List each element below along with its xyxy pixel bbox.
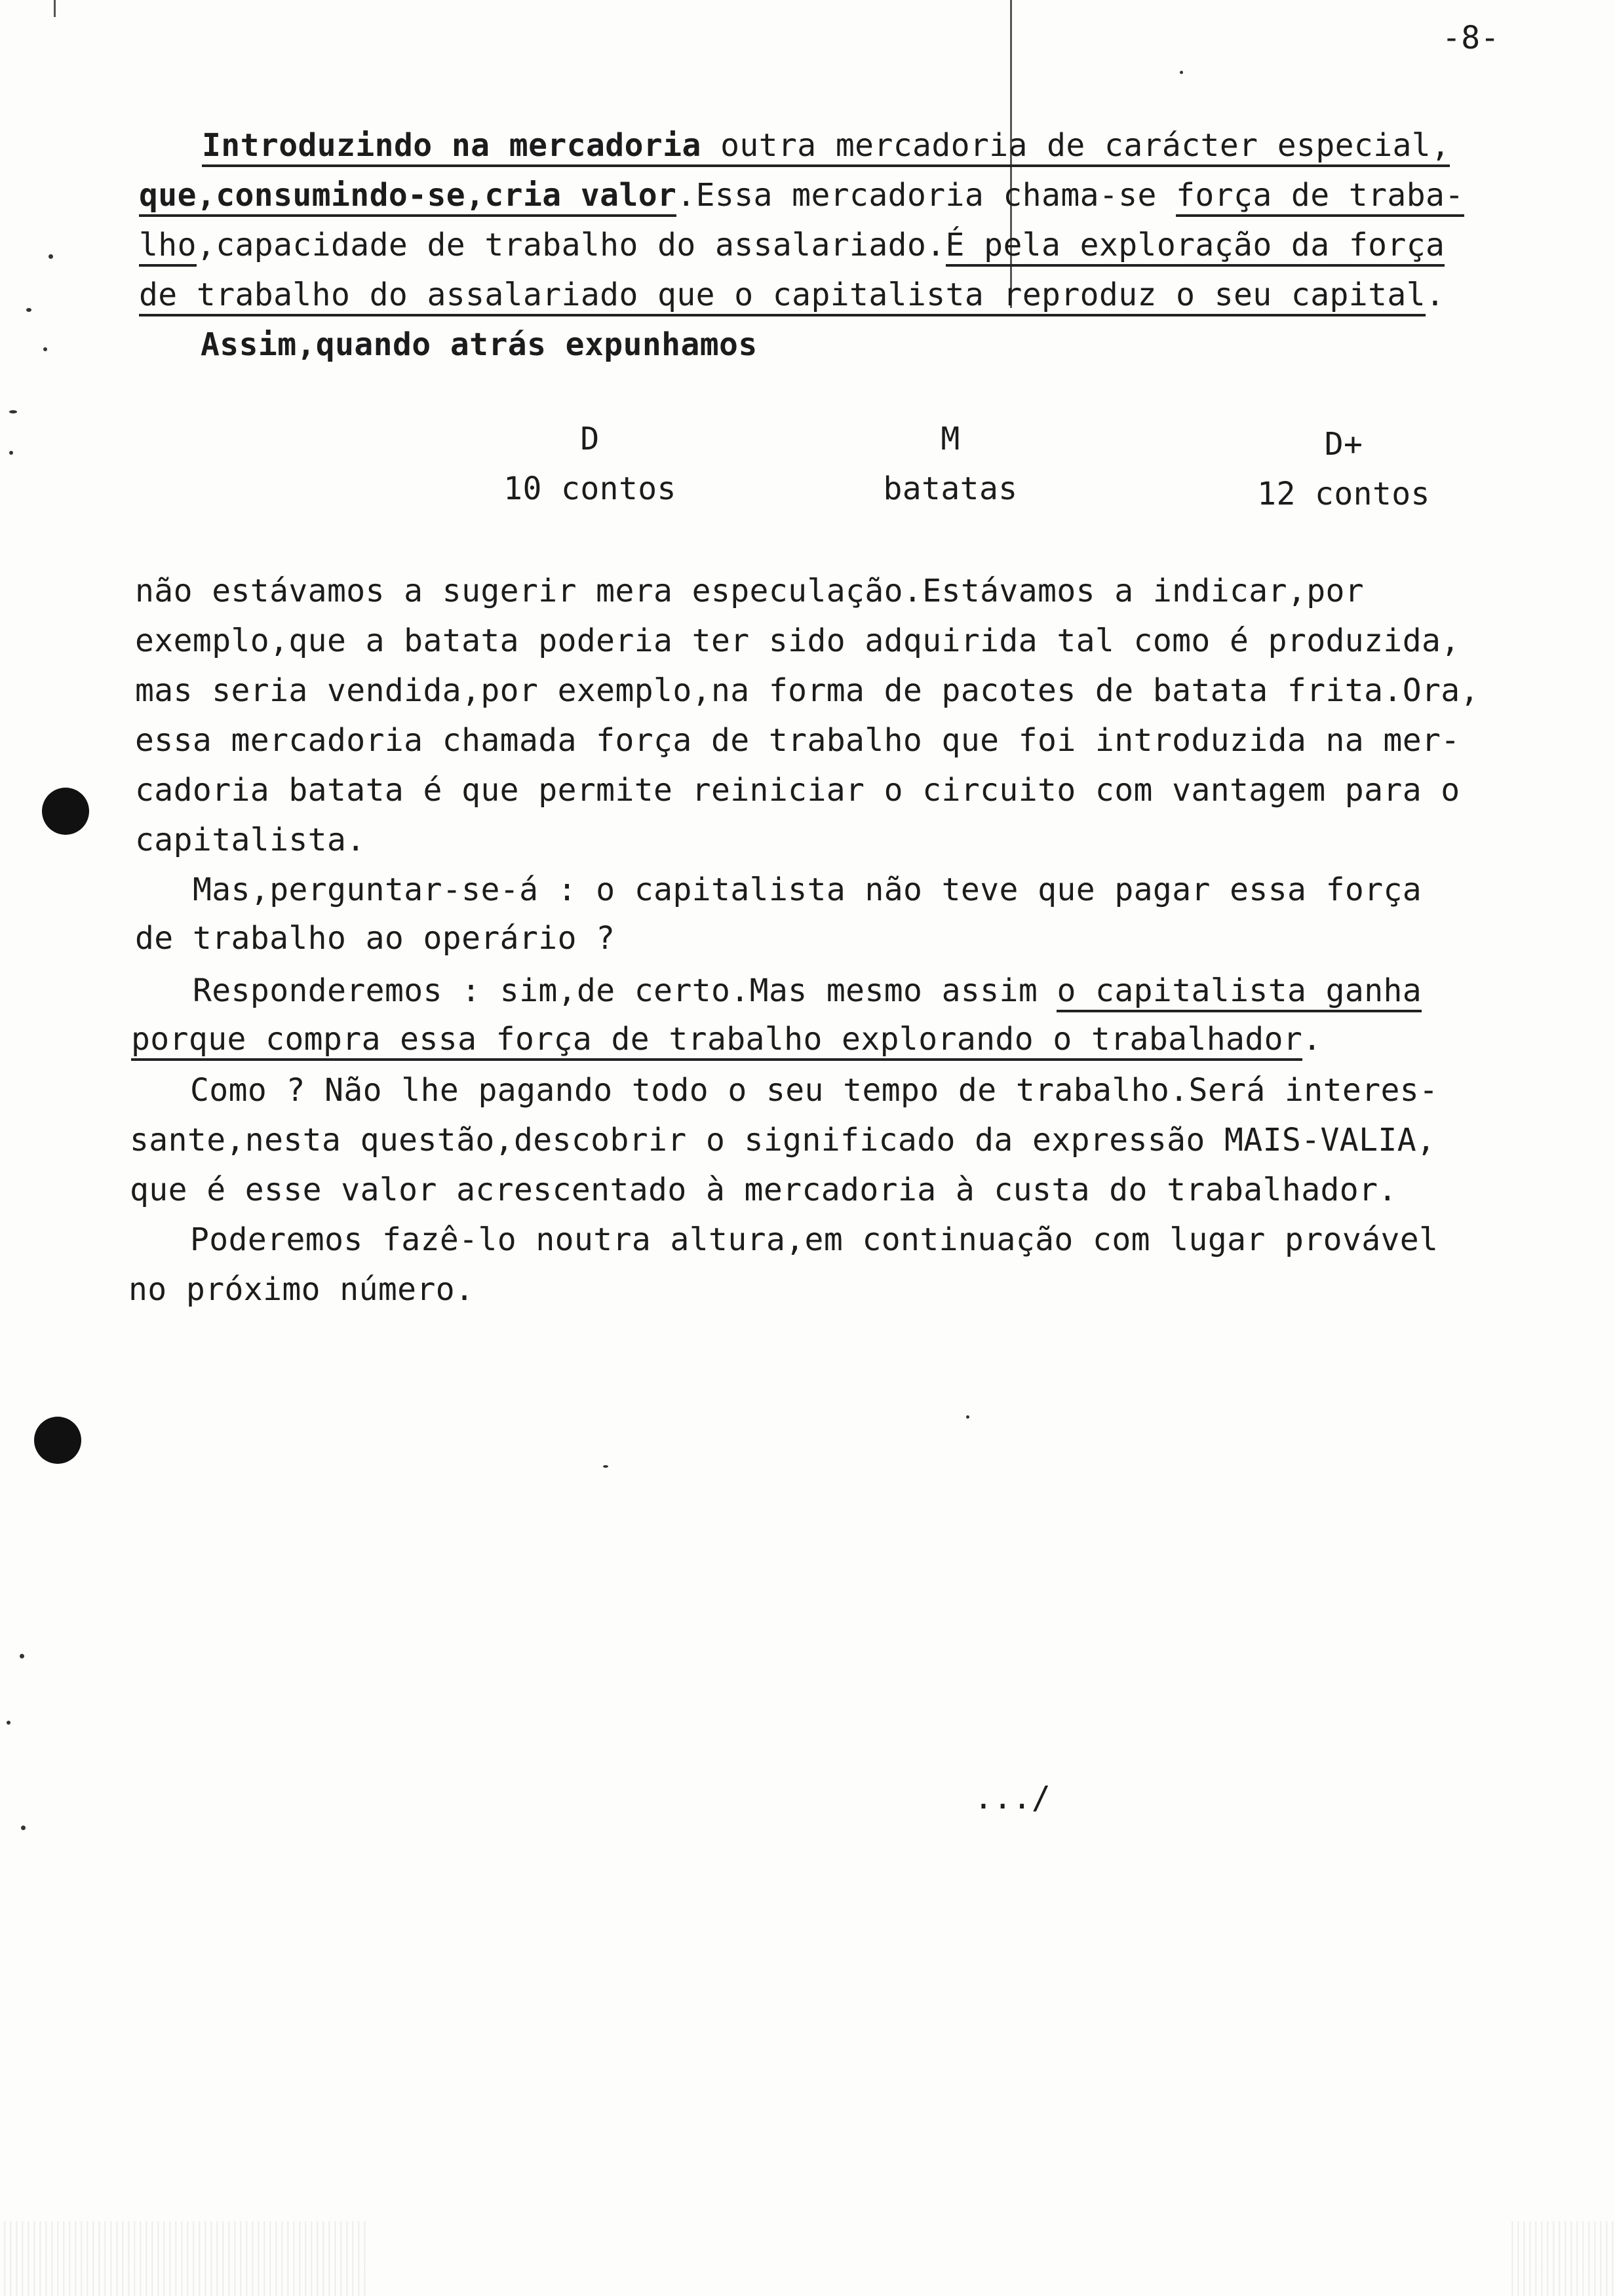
formula-value-d: 10 contos xyxy=(503,470,676,507)
formula-symbol-d-plus: D+ xyxy=(1324,426,1363,463)
formula-value-m: batatas xyxy=(883,470,1018,507)
underlined-phrase: força de traba- xyxy=(1176,177,1464,217)
text-span: ,capacidade de trabalho do assalariado. xyxy=(196,227,946,263)
paragraph-2-intro: Assim,quando atrás expunhamos xyxy=(201,326,758,363)
underlined-phrase: o capitalista ganha xyxy=(1057,972,1422,1012)
paragraph-6-line: sante,nesta questão,descobrir o significado da expressão MAIS-VALIA, xyxy=(130,1122,1436,1158)
paragraph-5-line-1 xyxy=(193,972,1422,1009)
paragraph-4-line: Mas,perguntar-se-á : o capitalista não teve que pagar essa força xyxy=(193,871,1422,908)
scan-noise xyxy=(0,2221,367,2296)
punch-hole xyxy=(42,788,89,835)
scan-speck xyxy=(603,1465,608,1468)
paragraph-1-line-4 xyxy=(139,277,1445,313)
paragraph-7-line: Poderemos fazê-lo noutra altura,em continuação com lugar provável xyxy=(190,1221,1439,1258)
scan-speck xyxy=(21,1826,26,1830)
underlined-phrase: É pela exploração da força xyxy=(946,227,1445,267)
underlined-phrase: outra mercadoria de carácter especial, xyxy=(701,127,1450,167)
text-span: . xyxy=(1302,1021,1322,1058)
scan-speck xyxy=(9,451,13,455)
formula-value-d-plus: 12 contos xyxy=(1257,476,1430,512)
underlined-phrase: de trabalho do assalariado que o capitalista reproduz o seu capital xyxy=(139,277,1426,316)
formula-symbol-m: M xyxy=(941,421,960,457)
paragraph-1-line-2 xyxy=(139,177,1464,214)
paragraph-5-line-2 xyxy=(131,1021,1322,1058)
scan-speck xyxy=(26,308,31,312)
paragraph-7-line: no próximo número. xyxy=(128,1271,475,1308)
scan-speck xyxy=(9,410,17,413)
scan-speck xyxy=(1180,71,1183,74)
paragraph-3-line: não estávamos a sugerir mera especulação.Estávamos a indicar,por xyxy=(135,573,1365,609)
paragraph-3-line: essa mercadoria chamada força de trabalho que foi introduzida na mer- xyxy=(135,722,1460,759)
paragraph-3-line: exemplo,que a batata poderia ter sido adquirida tal como é produzida, xyxy=(135,622,1460,659)
scan-speck xyxy=(43,347,47,351)
paragraph-6-line: que é esse valor acrescentado à mercadoria à custa do trabalhador. xyxy=(130,1172,1397,1208)
scan-speck xyxy=(7,1721,10,1725)
scan-speck xyxy=(49,254,53,259)
paragraph-6-line: Como ? Não lhe pagando todo o seu tempo de trabalho.Será interes- xyxy=(190,1072,1439,1109)
page-number: -8- xyxy=(1442,20,1500,56)
punch-hole xyxy=(34,1417,81,1464)
underlined-phrase: porque compra essa força de trabalho explorando o trabalhador xyxy=(131,1021,1302,1061)
text-span: Responderemos : sim,de certo.Mas mesmo assim xyxy=(193,972,1057,1009)
formula-symbol-d: D xyxy=(580,421,600,457)
scan-mark xyxy=(54,0,56,17)
scan-speck xyxy=(20,1654,24,1658)
paragraph-1-line-3 xyxy=(139,227,1445,263)
underlined-phrase: Introduzindo na mercadoria xyxy=(202,127,701,167)
underlined-phrase: que,consumindo-se,cria valor xyxy=(139,177,676,217)
text-span: .Essa mercadoria chama-se xyxy=(676,177,1177,214)
paragraph-3-line: mas seria vendida,por exemplo,na forma de pacotes de batata frita.Ora, xyxy=(135,672,1479,709)
continuation-mark: .../ xyxy=(974,1780,1051,1816)
paragraph-4-line: de trabalho ao operário ? xyxy=(135,920,615,957)
paragraph-1-line-1 xyxy=(139,127,1450,164)
paragraph-3-line: cadoria batata é que permite reiniciar o circuito com vantagem para o xyxy=(135,772,1460,809)
paragraph-3-line: capitalista. xyxy=(135,822,366,858)
scan-noise xyxy=(1508,2221,1615,2296)
text-span: . xyxy=(1426,277,1445,313)
scan-speck xyxy=(966,1415,969,1419)
underlined-phrase: lho xyxy=(139,227,197,267)
